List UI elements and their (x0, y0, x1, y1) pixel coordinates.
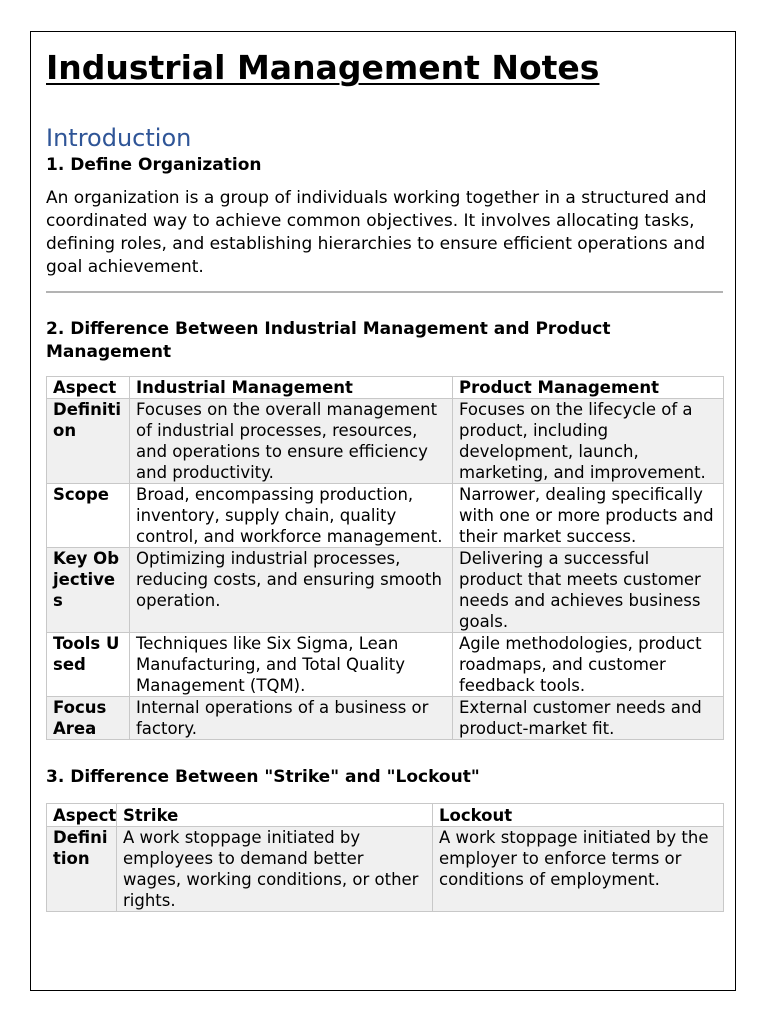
table-cell-aspect: Key Objectives (47, 548, 130, 633)
section-1-body: An organization is a group of individuals working together in a structured and coordinated way to achieve common objectives. It involves allocating tasks, defining roles, and establishing hierarchies to ensure efficient operations and goal achievement. (46, 188, 707, 277)
section-divider (46, 291, 723, 293)
document-content (46, 46, 723, 912)
table-cell: A work stoppage initiated by the employer to enforce terms or conditions of employment. (433, 827, 724, 912)
table-cell: Agile methodologies, product roadmaps, and customer feedback tools. (453, 633, 724, 697)
comparison-table-industrial-product (46, 376, 724, 740)
table-cell-aspect: Tools Used (47, 633, 130, 697)
table-row (47, 484, 724, 548)
table-header-row (47, 804, 724, 827)
table-cell: Broad, encompassing production, inventory, supply chain, quality control, and workforce management. (130, 484, 453, 548)
table-row (47, 548, 724, 633)
table-row (47, 633, 724, 697)
table-row (47, 399, 724, 484)
table-row (47, 827, 724, 912)
table-header-cell: Aspect (47, 804, 117, 827)
table-cell: A work stoppage initiated by employees to demand better wages, working conditions, or other rights. (117, 827, 433, 912)
comparison-table-strike-lockout (46, 803, 724, 912)
table-cell: Techniques like Six Sigma, Lean Manufacturing, and Total Quality Management (TQM). (130, 633, 453, 697)
section-1-heading: 1. Define Organization (46, 155, 262, 175)
table-header-cell: Aspect (47, 377, 130, 399)
table-header-cell: Strike (117, 804, 433, 827)
intro-heading: Introduction (46, 124, 192, 152)
table-cell-aspect: Focus Area (47, 697, 130, 740)
section-2-heading: 2. Difference Between Industrial Management and Product Management (46, 319, 611, 362)
table-cell: Optimizing industrial processes, reducing costs, and ensuring smooth operation. (130, 548, 453, 633)
table-header-cell: Industrial Management (130, 377, 453, 399)
table-cell: Narrower, dealing specifically with one or more products and their market success. (453, 484, 724, 548)
table-header-cell: Product Management (453, 377, 724, 399)
table-cell: Focuses on the lifecycle of a product, including development, launch, marketing, and improvement. (453, 399, 724, 484)
table-cell: Focuses on the overall management of industrial processes, resources, and operations to ensure efficiency and productivity. (130, 399, 453, 484)
table-header-cell: Lockout (433, 804, 724, 827)
section-3-heading: 3. Difference Between "Strike" and "Lockout" (46, 767, 480, 787)
table-cell-aspect: Definition (47, 399, 130, 484)
table-row (47, 697, 724, 740)
table-cell: External customer needs and product-market fit. (453, 697, 724, 740)
table-cell-aspect: Definition (47, 827, 117, 912)
table-cell-aspect: Scope (47, 484, 130, 548)
page-title: Industrial Management Notes (46, 48, 600, 87)
table-header-row (47, 377, 724, 399)
table-cell: Internal operations of a business or factory. (130, 697, 453, 740)
table-cell: Delivering a successful product that meets customer needs and achieves business goals. (453, 548, 724, 633)
document-page (30, 31, 736, 991)
